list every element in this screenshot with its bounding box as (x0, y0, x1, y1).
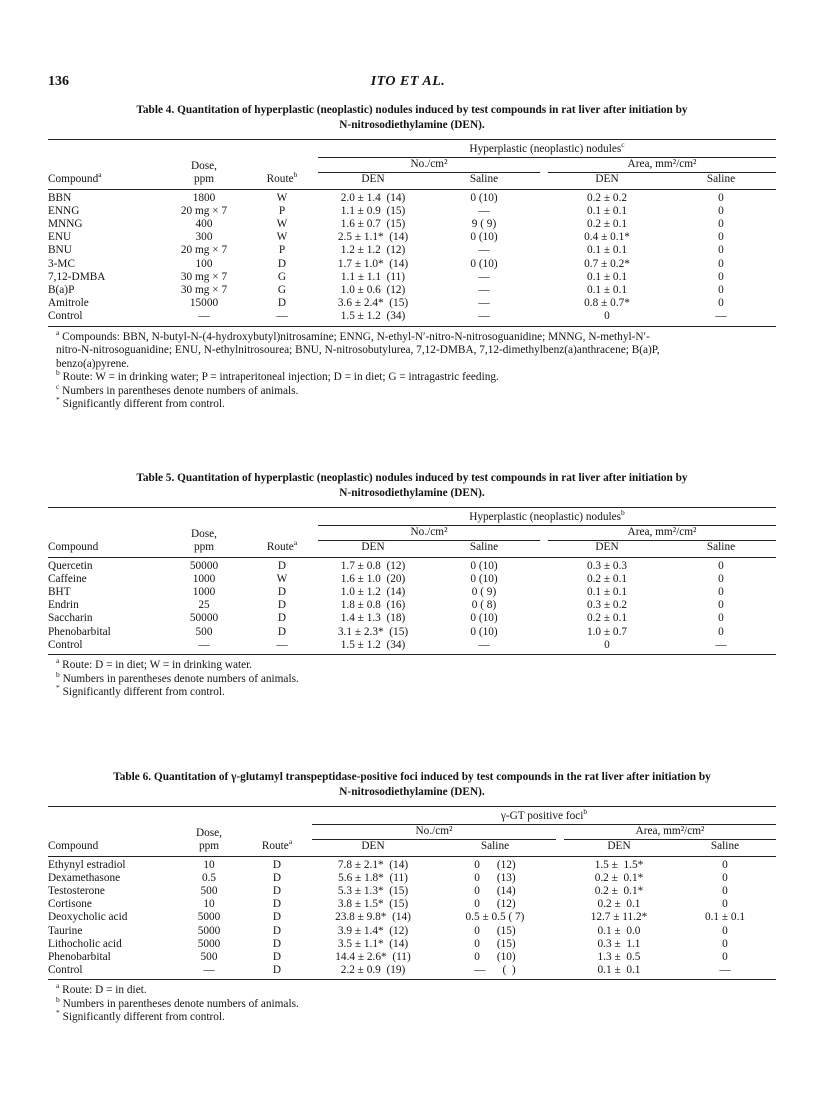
footnote (56, 344, 776, 358)
table-6-ppm-header: ppm (172, 840, 246, 856)
dose-cell: 50000 (189, 559, 219, 572)
compound-cell: Saccharin (48, 612, 93, 625)
table-4-den-area-header: DEN (548, 173, 666, 189)
compound-cell: Phenobarbital (48, 625, 111, 638)
area-den-cell: 0.2 ± 0.1 (586, 612, 628, 625)
no-den-cell: 1.7 ± 1.0* (14) (337, 257, 409, 270)
dose-cell: 20 mg × 7 (180, 204, 228, 217)
no-saline-cell: 0 (13) (474, 871, 516, 884)
route-cell: D (272, 924, 282, 937)
table-row (48, 938, 776, 951)
running-head: ITO ET AL. (370, 74, 446, 89)
compound-cell: Taurine (48, 924, 83, 937)
area-saline-cell: 0 (722, 937, 728, 950)
table-6-footnotes (48, 981, 776, 1025)
table-row (48, 218, 776, 231)
table-row (48, 189, 776, 205)
route-cell: W (276, 191, 288, 204)
footnote-text: Significantly different from control. (62, 686, 225, 699)
route-cell: D (277, 257, 287, 270)
area-saline-cell: 0.1 ± 0.1 (704, 911, 746, 924)
compound-cell: Dexamethasone (48, 871, 121, 884)
area-saline-cell: 0 (718, 572, 724, 585)
route-cell: D (277, 625, 287, 638)
table-6-compound-header: Compound (48, 840, 172, 856)
compound-cell: Control (48, 639, 160, 655)
compound-cell: BNU (48, 244, 72, 257)
no-saline-cell: 0 (15) (474, 937, 516, 950)
no-den-cell: 3.8 ± 1.5* (15) (337, 898, 409, 911)
table-4-den-no-header: DEN (318, 173, 428, 189)
area-saline-cell: 0 (718, 244, 724, 257)
route-cell: — (248, 310, 316, 326)
no-saline-cell: 0 (10) (474, 951, 516, 964)
area-den-cell: 0 (548, 639, 666, 655)
table-5-caption (48, 471, 776, 501)
no-den-cell: 7.8 ± 2.1* (14) (337, 858, 409, 871)
area-den-cell: 1.3 ± 0.5 (597, 951, 641, 964)
area-saline-cell: — (666, 310, 776, 326)
footnote-text: Significantly different from control. (62, 1011, 225, 1024)
area-saline-cell: 0 (718, 191, 724, 204)
no-den-cell: 5.6 ± 1.8* (11) (338, 871, 408, 884)
no-den-cell: 1.7 ± 0.8 (12) (340, 559, 406, 572)
table-row (48, 872, 776, 885)
no-saline-cell: 0 (10) (470, 625, 498, 638)
dose-cell: 10 (203, 898, 215, 911)
area-saline-cell: 0 (718, 204, 724, 217)
table-5-caption-line1: Table 5. Quantitation of hyperplastic (neoplastic) nodules induced by test compounds in rat liver after initiation by (136, 472, 688, 484)
compound-cell: Ethynyl estradiol (48, 858, 126, 871)
table-4-dose-header: Dose, (190, 159, 218, 172)
table-5-grid (48, 508, 776, 655)
dose-cell: 5000 (197, 911, 221, 924)
table-4-footnotes (48, 327, 776, 412)
area-saline-cell: 0 (722, 898, 728, 911)
no-saline-cell: 0 (10) (470, 257, 498, 270)
compound-cell: Phenobarbital (48, 951, 111, 964)
area-den-cell: 0.1 ± 0.1 (586, 284, 628, 297)
area-den-cell: 0.1 ± 0.1 (564, 964, 674, 980)
dose-cell: 100 (195, 257, 213, 270)
table-5-ppm-header: ppm (160, 541, 248, 557)
table-row (48, 856, 776, 872)
table-5-group-header: Hyperplastic (neoplastic) nodules$^b$ (318, 508, 776, 526)
table-row (48, 310, 776, 326)
area-saline-cell: 0 (718, 297, 724, 310)
table-5-caption-line2: N-nitrosodiethylamine (DEN). (339, 487, 485, 499)
no-den-cell: 14.4 ± 2.6* (11) (335, 951, 411, 964)
area-den-cell: 0.1 ± 0.1 (586, 244, 628, 257)
footnote-mark: a (56, 656, 60, 666)
no-den-cell: 3.9 ± 1.4* (12) (337, 924, 409, 937)
dose-cell: 1000 (192, 572, 216, 585)
compound-cell: BBN (48, 191, 72, 204)
table-row (48, 231, 776, 244)
footnote (56, 395, 776, 412)
compound-cell: Amitrole (48, 297, 89, 310)
no-den-cell: 1.6 ± 0.7 (15) (340, 218, 406, 231)
no-den-cell: 1.6 ± 1.0 (20) (340, 572, 406, 585)
table-4-caption (48, 103, 776, 133)
dose-cell: 50000 (189, 612, 219, 625)
table-6-dose-header: Dose, (195, 826, 223, 839)
table-row (48, 885, 776, 898)
no-den-cell: 1.8 ± 0.8 (16) (340, 599, 406, 612)
table-row (48, 626, 776, 639)
area-den-cell: 0.1 ± 0.1 (586, 204, 628, 217)
area-den-cell: 0.1 ± 0.1 (586, 270, 628, 283)
table-row (48, 586, 776, 599)
footnote-mark: c (56, 381, 60, 391)
route-cell: W (276, 218, 288, 231)
table-5-compound-header: Compound (48, 541, 160, 557)
table-4-saline-no-header: Saline (428, 173, 540, 189)
no-saline-cell: — (478, 270, 490, 283)
dose-cell: 400 (195, 218, 213, 231)
dose-cell: 1800 (192, 191, 216, 204)
compound-cell: Endrin (48, 599, 79, 612)
area-saline-cell: 0 (718, 257, 724, 270)
route-cell: G (277, 284, 287, 297)
table-row (48, 612, 776, 625)
area-saline-cell: 0 (718, 559, 724, 572)
no-den-cell: 2.5 ± 1.1* (14) (337, 231, 409, 244)
route-cell: D (277, 612, 287, 625)
table-row (48, 271, 776, 284)
table-4-caption-line2: N-nitrosodiethylamine (DEN). (339, 119, 485, 131)
route-cell: P (278, 204, 286, 217)
footnote-text: Numbers in parentheses denote numbers of animals. (62, 384, 299, 397)
area-den-cell: 0.2 ± 0.1 (597, 898, 641, 911)
route-cell: W (276, 572, 288, 585)
no-den-cell: 3.1 ± 2.3* (15) (337, 625, 409, 638)
route-cell: D (277, 559, 287, 572)
area-den-cell: 0.2 ± 0.2 (586, 191, 628, 204)
table-5-saline-no-header: Saline (428, 541, 540, 557)
table-row (48, 911, 776, 924)
table-6 (48, 770, 776, 1025)
route-cell: D (277, 599, 287, 612)
table-5-den-area-header: DEN (548, 541, 666, 557)
no-saline-cell: 0 (15) (474, 924, 516, 937)
table-5-dose-header: Dose, (190, 527, 218, 540)
table-5-saline-area-header: Saline (666, 541, 776, 557)
area-saline-cell: — (674, 964, 776, 980)
area-den-cell: 12.7 ± 11.2* (590, 911, 648, 924)
route-cell: D (272, 858, 282, 871)
table-6-saline-area-header: Saline (674, 840, 776, 856)
footnote (56, 368, 776, 385)
dose-cell: 500 (200, 951, 218, 964)
table-5-den-no-header: DEN (318, 541, 428, 557)
compound-cell: Deoxycholic acid (48, 911, 128, 924)
table-6-den-no-header: DEN (312, 840, 434, 856)
dose-cell: 15000 (189, 297, 219, 310)
area-den-cell: 0.2 ± 0.1 (586, 572, 628, 585)
footnote-text: Route: D = in diet; W = in drinking water. (62, 659, 253, 672)
area-saline-cell: 0 (718, 612, 724, 625)
dose-cell: 5000 (197, 937, 221, 950)
footnote-text: benzo(a)pyrene. (56, 357, 130, 370)
area-saline-cell: 0 (722, 858, 728, 871)
dose-cell: 10 (203, 858, 215, 871)
table-row (48, 951, 776, 964)
compound-cell: ENU (48, 231, 72, 244)
no-saline-cell: 0 (12) (474, 898, 516, 911)
no-den-cell: 1.5 ± 1.2 (34) (318, 310, 428, 326)
area-saline-cell: 0 (722, 871, 728, 884)
no-den-cell: 1.0 ± 0.6 (12) (340, 284, 406, 297)
area-den-cell: 1.0 ± 0.7 (586, 625, 628, 638)
area-saline-cell: — (666, 639, 776, 655)
area-den-cell: 0.2 ± 0.1 (586, 218, 628, 231)
footnote (56, 995, 776, 1012)
table-row (48, 297, 776, 310)
compound-cell: ENNG (48, 204, 80, 217)
footnote (56, 381, 776, 399)
area-saline-cell: 0 (722, 885, 728, 898)
table-row (48, 557, 776, 573)
dose-cell: 25 (198, 599, 210, 612)
compound-cell: 7,12-DMBA (48, 270, 106, 283)
footnote-text: Route: D = in diet. (62, 984, 147, 997)
no-den-cell: 5.3 ± 1.3* (15) (337, 885, 409, 898)
footnote (56, 981, 776, 998)
footnote-mark: a (56, 981, 60, 991)
table-4-route-header: Route$^b$ (248, 173, 316, 189)
compound-cell: Lithocholic acid (48, 937, 122, 950)
no-den-cell: 1.5 ± 1.2 (34) (318, 639, 428, 655)
table-4-no-header: No./cm² (318, 158, 540, 173)
compound-cell: Control (48, 310, 160, 326)
table-row (48, 573, 776, 586)
compound-cell: B(a)P (48, 284, 75, 297)
route-cell: — (248, 639, 316, 655)
no-saline-cell: 0 (12) (474, 858, 516, 871)
area-saline-cell: 0 (718, 231, 724, 244)
table-5-footnotes (48, 656, 776, 700)
compound-cell: MNNG (48, 218, 83, 231)
area-saline-cell: 0 (718, 270, 724, 283)
table-5-no-header: No./cm² (318, 526, 540, 541)
dose-cell: 500 (195, 625, 213, 638)
table-4-grid (48, 140, 776, 327)
table-row (48, 639, 776, 655)
compound-cell: Control (48, 964, 172, 980)
footnote (56, 669, 776, 687)
compound-cell: Quercetin (48, 559, 93, 572)
area-saline-cell: 0 (718, 218, 724, 231)
dose-cell: 300 (195, 231, 213, 244)
table-6-caption-line1: Table 6. Quantitation of γ-glutamyl transpeptidase-positive foci induced by test compounds in the rat liver after initiation by (113, 771, 711, 783)
no-saline-cell: 0 ( 8) (471, 599, 497, 612)
no-den-cell: 1.1 ± 0.9 (15) (340, 204, 406, 217)
dose-cell: — (160, 639, 248, 655)
compound-cell: Cortisone (48, 898, 92, 911)
footnote-text: Significantly different from control. (62, 398, 225, 411)
route-cell: W (276, 231, 288, 244)
area-den-cell: 0.3 ± 0.2 (586, 599, 628, 612)
no-saline-cell: 9 ( 9) (471, 218, 497, 231)
area-saline-cell: 0 (722, 924, 728, 937)
no-den-cell: 2.0 ± 1.4 (14) (340, 191, 406, 204)
table-row (48, 898, 776, 911)
footnote-mark: a (56, 327, 60, 337)
table-5-area-header: Area, mm²/cm² (548, 526, 776, 541)
table-4-area-header: Area, mm²/cm² (548, 158, 776, 173)
table-6-route-header: Route$^a$ (246, 840, 308, 856)
area-den-cell: 0.3 ± 0.3 (586, 559, 628, 572)
area-den-cell: 0.1 ± 0.1 (586, 586, 628, 599)
footnote-mark: b (56, 669, 60, 679)
footnote (56, 1008, 776, 1025)
dose-cell: — (172, 964, 246, 980)
table-6-grid (48, 807, 776, 980)
area-den-cell: 0.2 ± 0.1* (594, 885, 644, 898)
table-4-compound-header: Compound$^a$ (48, 173, 160, 189)
dose-cell: 30 mg × 7 (180, 270, 228, 283)
footnote (56, 656, 776, 673)
area-den-cell: 0.3 ± 1.1 (597, 937, 641, 950)
table-6-area-header: Area, mm²/cm² (564, 825, 776, 840)
compound-cell: BHT (48, 586, 71, 599)
no-saline-cell: — ( ) (434, 964, 556, 980)
footnote-mark: b (56, 995, 60, 1005)
route-cell: D (277, 297, 287, 310)
area-saline-cell: 0 (718, 625, 724, 638)
footnote-mark: b (56, 368, 60, 378)
page-number: 136 (48, 74, 69, 89)
route-cell: D (272, 871, 282, 884)
route-cell: G (277, 270, 287, 283)
area-den-cell: 0 (548, 310, 666, 326)
route-cell: D (272, 951, 282, 964)
table-6-caption-line2: N-nitrosodiethylamine (DEN). (339, 786, 485, 798)
table-6-caption (48, 770, 776, 800)
table-6-group-header: γ-GT positive foci$^b$ (312, 807, 776, 825)
table-4 (48, 103, 776, 412)
no-den-cell: 2.2 ± 0.9 (19) (312, 964, 434, 980)
table-4-saline-area-header: Saline (666, 173, 776, 189)
table-row (48, 964, 776, 980)
area-den-cell: 0.1 ± 0.0 (597, 924, 641, 937)
no-saline-cell: 0 ( 9) (471, 586, 497, 599)
area-saline-cell: 0 (718, 284, 724, 297)
no-saline-cell: 0.5 ± 0.5 ( 7) (465, 911, 525, 924)
table-4-ppm-header: ppm (160, 173, 248, 189)
dose-cell: — (160, 310, 248, 326)
dose-cell: 500 (200, 885, 218, 898)
footnote-text: nitro-N-nitrosoguanidine; ENU, N-ethylnitrosourea; BNU, N-nitrosobutylurea, 7,12-DMBA, 7,12-dimethylbenz(a)anthracene; B(a)P, (56, 344, 660, 357)
table-5-route-header: Route$^a$ (248, 541, 316, 557)
no-saline-cell: — (428, 310, 540, 326)
footnote-text: Route: W = in drinking water; P = intraperitoneal injection; D = in diet; G = intragastric feeding. (62, 371, 499, 384)
footnote-text: Numbers in parentheses denote numbers of animals. (62, 672, 299, 685)
dose-cell: 20 mg × 7 (180, 244, 228, 257)
no-saline-cell: — (428, 639, 540, 655)
table-row (48, 205, 776, 218)
no-den-cell: 1.2 ± 1.2 (12) (340, 244, 406, 257)
compound-cell: Caffeine (48, 572, 87, 585)
table-6-no-header: No./cm² (312, 825, 556, 840)
route-cell: D (272, 911, 282, 924)
no-saline-cell: 0 (10) (470, 191, 498, 204)
no-den-cell: 23.8 ± 9.8* (14) (335, 911, 411, 924)
table-5 (48, 471, 776, 700)
route-cell: D (272, 937, 282, 950)
area-den-cell: 0.8 ± 0.7* (584, 297, 630, 310)
dose-cell: 5000 (197, 924, 221, 937)
no-saline-cell: — (478, 244, 490, 257)
no-saline-cell: — (478, 204, 490, 217)
area-saline-cell: 0 (718, 586, 724, 599)
route-cell: D (272, 898, 282, 911)
area-den-cell: 0.7 ± 0.2* (584, 257, 630, 270)
footnote-text: Compounds: BBN, N-butyl-N-(4-hydroxybutyl)nitrosamine; ENNG, N-ethyl-N′-nitro-N-nitrosoguanidine; MNNG, N-methyl-N′- (62, 330, 650, 343)
no-saline-cell: 0 (14) (474, 885, 516, 898)
no-den-cell: 1.1 ± 1.1 (11) (340, 270, 406, 283)
no-saline-cell: 0 (10) (470, 231, 498, 244)
area-den-cell: 0.4 ± 0.1* (584, 231, 630, 244)
no-saline-cell: 0 (10) (470, 559, 498, 572)
route-cell: D (246, 964, 308, 980)
no-saline-cell: 0 (10) (470, 572, 498, 585)
table-6-den-area-header: DEN (564, 840, 674, 856)
area-saline-cell: 0 (718, 599, 724, 612)
area-saline-cell: 0 (722, 951, 728, 964)
route-cell: D (277, 586, 287, 599)
footnote-mark: * (56, 395, 60, 405)
table-4-group-header: Hyperplastic (neoplastic) nodules$^c$ (318, 140, 776, 158)
no-den-cell: 1.4 ± 1.3 (18) (340, 612, 406, 625)
footnote (56, 327, 776, 345)
footnote (56, 358, 776, 372)
table-row (48, 244, 776, 257)
table-6-saline-no-header: Saline (434, 840, 556, 856)
compound-cell: Testosterone (48, 885, 105, 898)
no-den-cell: 3.6 ± 2.4* (15) (337, 297, 409, 310)
dose-cell: 0.5 (201, 871, 217, 884)
dose-cell: 1000 (192, 586, 216, 599)
table-row (48, 925, 776, 938)
table-4-caption-line1: Table 4. Quantitation of hyperplastic (neoplastic) nodules induced by test compounds in rat liver after initiation by (136, 104, 688, 116)
area-den-cell: 1.5 ± 1.5* (594, 858, 644, 871)
no-saline-cell: — (478, 284, 490, 297)
table-row (48, 284, 776, 297)
dose-cell: 30 mg × 7 (180, 284, 228, 297)
table-row (48, 599, 776, 612)
footnote-mark: * (56, 1008, 60, 1018)
footnote-mark: * (56, 683, 60, 693)
route-cell: P (278, 244, 286, 257)
no-saline-cell: — (478, 297, 490, 310)
no-den-cell: 1.0 ± 1.2 (14) (340, 586, 406, 599)
table-row (48, 258, 776, 271)
compound-cell: 3-MC (48, 257, 75, 270)
no-den-cell: 3.5 ± 1.1* (14) (337, 937, 409, 950)
route-cell: D (272, 885, 282, 898)
area-den-cell: 0.2 ± 0.1* (594, 871, 644, 884)
footnote (56, 683, 776, 700)
footnote-text: Numbers in parentheses denote numbers of animals. (62, 997, 299, 1010)
no-saline-cell: 0 (10) (470, 612, 498, 625)
